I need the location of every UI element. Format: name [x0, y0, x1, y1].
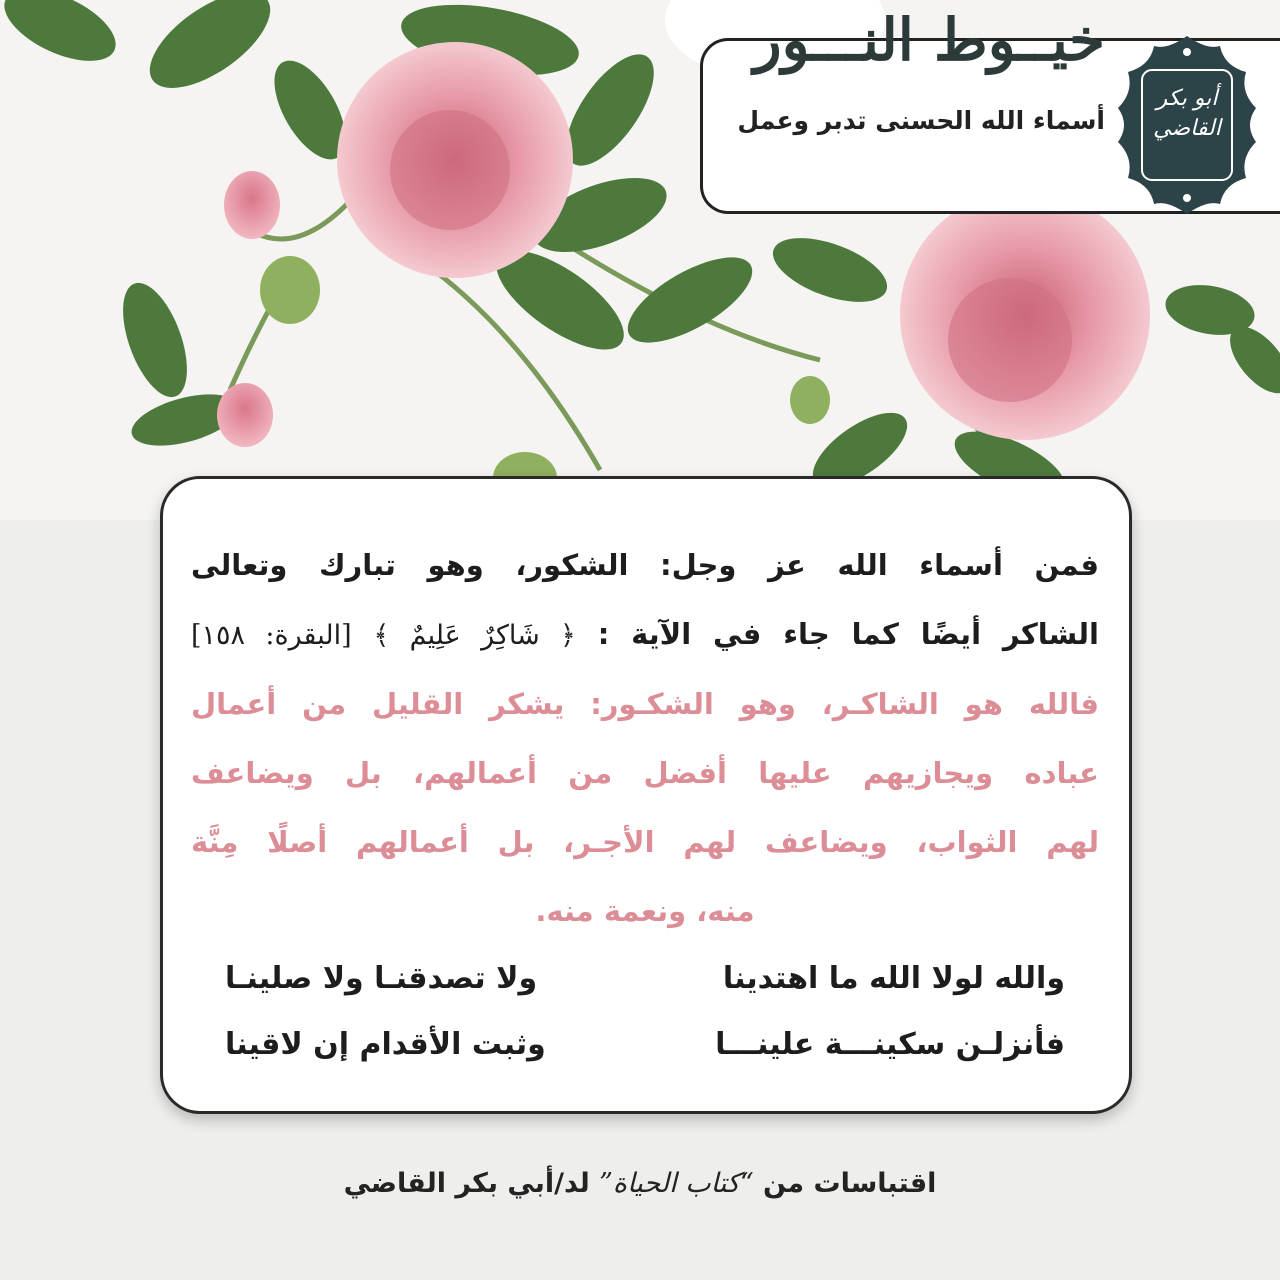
quote-card	[160, 476, 1132, 1114]
footer-author: لد/أبي بكر القاضي	[343, 1168, 590, 1199]
verse-first-half: والله لولا الله ما اهتدينا	[722, 961, 1065, 996]
quote-line-pink: عباده ويجازيهم عليها أفضل من أعمالهم، بل ويضاعف	[191, 756, 1099, 790]
poem-verse	[191, 946, 1099, 1012]
verse-second-half: وثبت الأقدام إن لاقينا	[225, 1027, 546, 1062]
emblem-logo-text: أبو بكر القاضي	[1153, 86, 1221, 141]
quote-line: فمن أسماء الله عز وجل: الشكور، وهو تبارك وتعالى	[191, 548, 1099, 582]
poem-verse	[191, 1012, 1099, 1078]
verse-first-half: فأنزلـن سكينـــة علينـــا	[715, 1027, 1065, 1062]
quote-line-pink: فالله هو الشاكـر، وهو الشكـور: يشكر القليل من أعمال	[191, 687, 1099, 721]
footer-prefix: اقتباسات من	[763, 1168, 937, 1199]
series-title: خيــوط النـــور	[753, 6, 1105, 74]
verse-second-half: ولا تصدقنـا ولا صلينـا	[225, 961, 538, 996]
surah-reference: [البقرة: ١٥٨]	[191, 620, 352, 651]
book-title: “كتاب الحياة”	[599, 1168, 754, 1199]
quote-text	[191, 531, 1099, 1078]
quote-line-pink: منه، ونعمة منه.	[535, 894, 755, 928]
series-subtitle: أسماء الله الحسنى تدبر وعمل	[737, 106, 1105, 135]
quote-line-text: الشاكر أيضًا كما جاء في الآية :	[597, 617, 1099, 651]
quran-ayah: ﴿ شَاكِرٌ عَلِيمٌ ﴾	[373, 620, 576, 651]
footer-attribution	[320, 1168, 960, 1199]
quote-line-pink: لهم الثواب، ويضاعف لهم الأجـر، بل أعمالهم أصلًا مِنَّة	[191, 825, 1099, 859]
quote-line-ayah	[191, 600, 1099, 670]
